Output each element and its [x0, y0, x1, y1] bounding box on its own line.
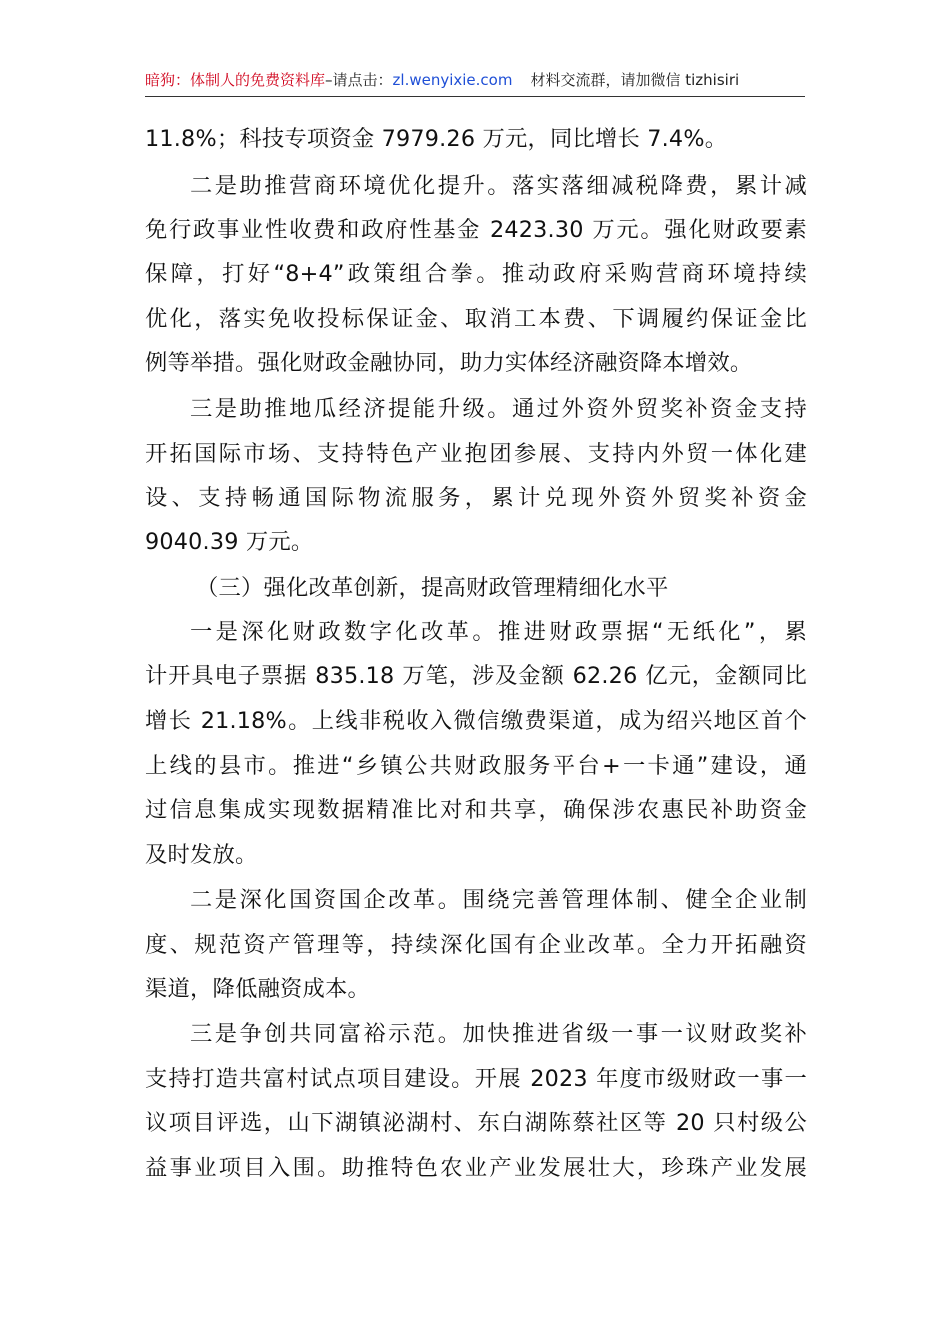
text-line: 二是深化国资国企改革。围绕完善管理体制、健全企业制	[190, 887, 807, 913]
text-line: 例等举措。强化财政金融协同，助力实体经济融资降本增效。	[145, 350, 753, 376]
header-link-prefix: –请点击：	[325, 71, 393, 89]
text-line: 三是争创共同富裕示范。加快推进省级一事一议财政奖补	[190, 1021, 807, 1047]
text-line: 增长 21.18%。上线非税收入微信缴费渠道，成为绍兴地区首个	[145, 708, 807, 734]
text-line: 一是深化财政数字化改革。推进财政票据“无纸化”，累	[190, 619, 807, 645]
text-line: 开拓国际市场、支持特色产业抱团参展、支持内外贸一体化建	[145, 441, 807, 467]
text-line: 优化，落实免收投标保证金、取消工本费、下调履约保证金比	[145, 306, 807, 332]
header-group-note: 材料交流群，请加微信 tizhisiri	[530, 71, 740, 89]
text-line: 过信息集成实现数据精准比对和共享，确保涉农惠民补助资金	[145, 797, 807, 823]
text-line: 保障，打好“8+4”政策组合拳。推动政府采购营商环境持续	[145, 261, 807, 287]
page-header	[145, 66, 805, 97]
text-line: 议项目评选，山下湖镇泌湖村、东白湖陈蔡社区等 20 只村级公	[145, 1110, 807, 1136]
text-line: 9040.39 万元。	[145, 529, 314, 555]
header-brand: 暗狗：体制人的免费资料库	[145, 71, 326, 89]
text-line: 及时发放。	[145, 842, 258, 868]
text-line: 设、支持畅通国际物流服务，累计兑现外资外贸奖补资金	[145, 485, 807, 511]
text-line: 益事业项目入围。助推特色农业产业发展壮大，珍珠产业发展	[145, 1155, 807, 1181]
text-line: 三是助推地瓜经济提能升级。通过外资外贸奖补资金支持	[190, 396, 807, 422]
text-line: 免行政事业性收费和政府性基金 2423.30 万元。强化财政要素	[145, 217, 807, 243]
text-line: 计开具电子票据 835.18 万笔，涉及金额 62.26 亿元，金额同比	[145, 663, 807, 689]
text-line: 上线的县市。推进“乡镇公共财政服务平台+一卡通”建设，通	[145, 753, 807, 779]
header-link[interactable]: zl.wenyixie.com	[392, 71, 513, 89]
text-line: 11.8%；科技专项资金 7979.26 万元，同比增长 7.4%。	[145, 126, 728, 152]
text-line: 二是助推营商环境优化提升。落实落细减税降费，累计减	[190, 173, 807, 199]
text-line: 度、规范资产管理等，持续深化国有企业改革。全力开拓融资	[145, 932, 807, 958]
text-line: 支持打造共富村试点项目建设。开展 2023 年度市级财政一事一	[145, 1066, 807, 1092]
section-heading: （三）强化改革创新，提高财政管理精细化水平	[196, 575, 669, 601]
text-line: 渠道，降低融资成本。	[145, 976, 370, 1002]
